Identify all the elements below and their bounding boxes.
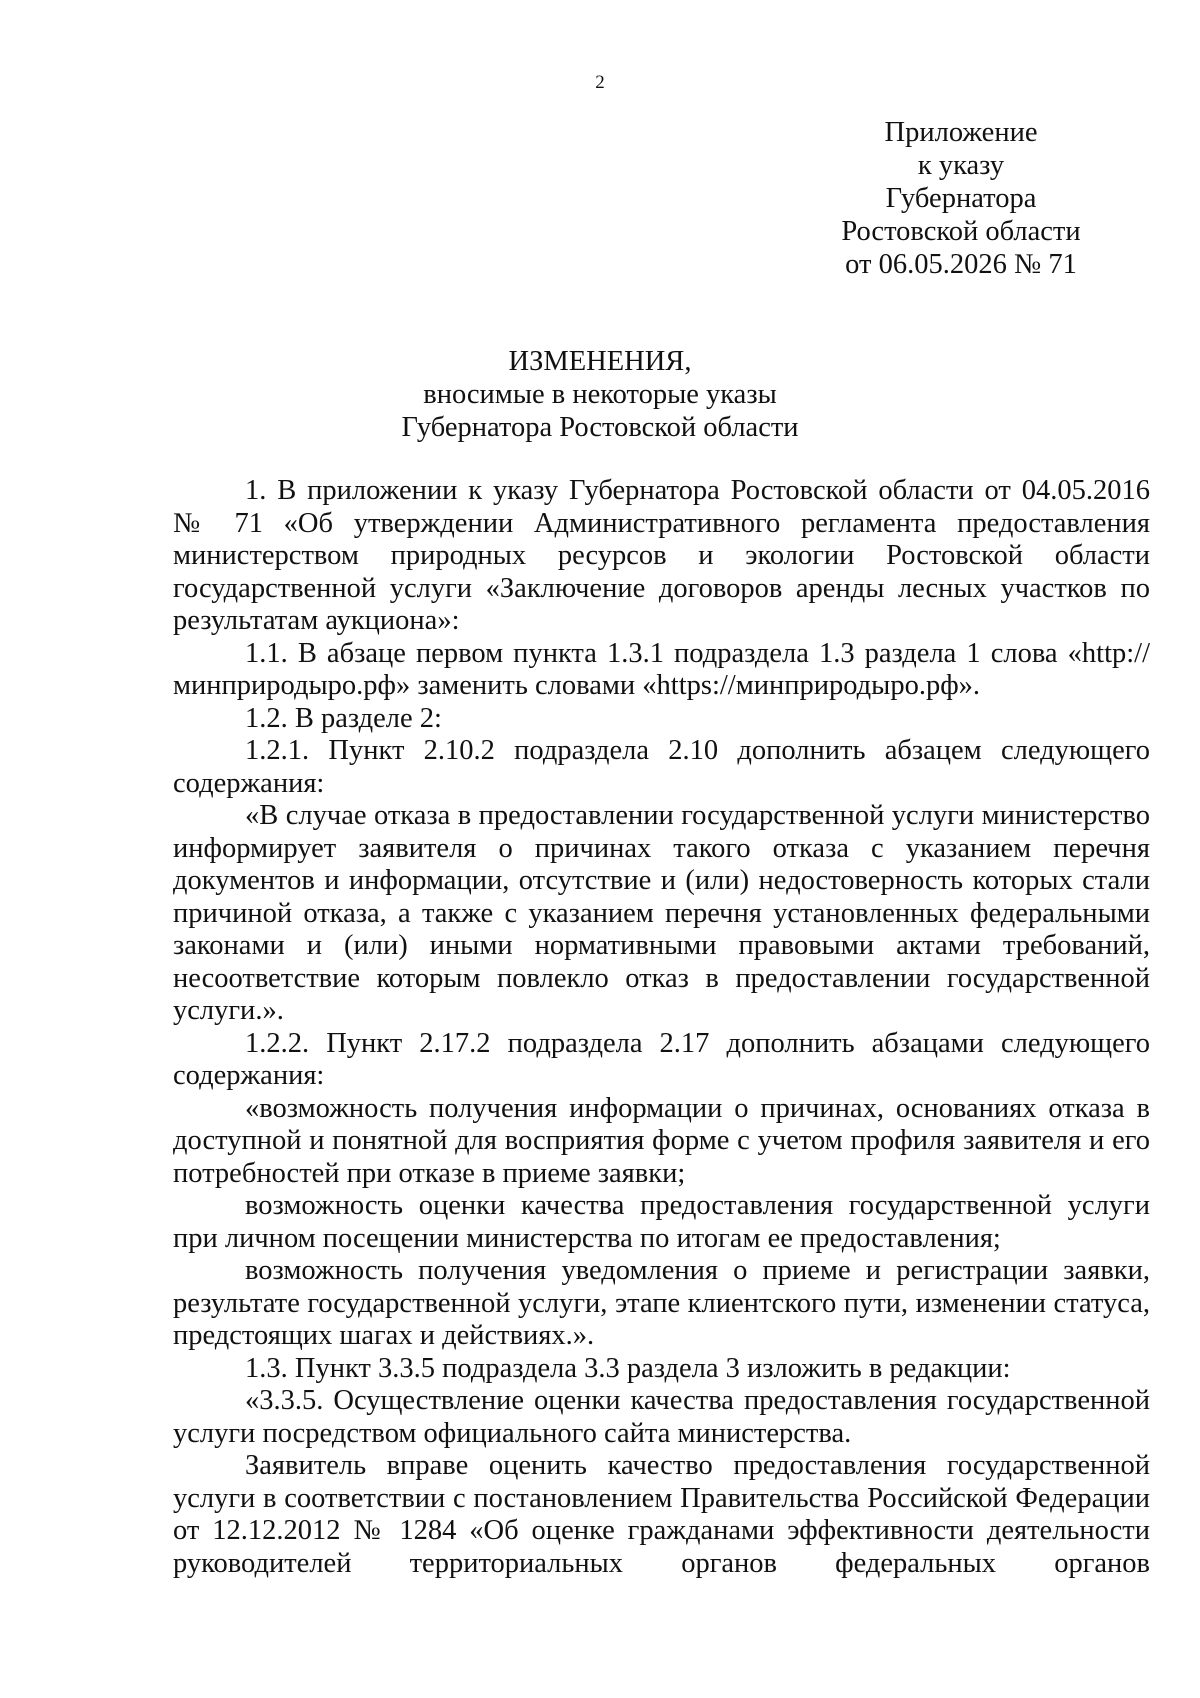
paragraph: «В случае отказа в предоставлении государственной услуги министерство информирует заявителя о причинах такого отказа с указанием перечня документов и информации, отсутствие и (или) недостоверность которых стали причиной отказа, а также с указанием перечня установленных федеральными законами и (или) иными нормативными правовыми актами требований, несоответствие которым повлекло отказ в предоставлении государственной услуги.». [173, 800, 1150, 1026]
paragraph: «3.3.5. Осуществление оценки качества предоставления государственной услуги посредством официального сайта министерства. [173, 1385, 1150, 1449]
appendix-line: Приложение [884, 117, 1038, 148]
paragraph: возможность получения уведомления о приеме и регистрации заявки, результате государственной услуги, этапе клиентского пути, изменении статуса, предстоящих шагах и действиях.». [173, 1255, 1150, 1351]
appendix-line: к указу [917, 150, 1005, 181]
paragraph: 1.2.1. Пункт 2.10.2 подраздела 2.10 дополнить абзацем следующего содержания: [173, 735, 1150, 799]
appendix-block [828, 116, 1094, 281]
page-number: 2 [595, 72, 605, 93]
paragraph: 1.2.2. Пункт 2.17.2 подраздела 2.17 дополнить абзацами следующего содержания: [173, 1027, 1150, 1091]
document-heading [0, 345, 1200, 444]
appendix-line: Ростовской области [841, 216, 1081, 247]
paragraph: 1.2. В разделе 2: [245, 702, 442, 734]
document-body [173, 475, 1150, 1580]
document-title: ИЗМЕНЕНИЯ, [508, 346, 692, 377]
appendix-line: Губернатора [885, 183, 1037, 214]
appendix-line: от 06.05.2026 № 71 [845, 249, 1077, 280]
paragraph: Заявитель вправе оценить качество предоставления государственной услуги в соответствии с постановлением Правительства Российской Федерации от 12.12.2012 № 1284 «Об оценке гражданами эффективности деятельности руководителей территориальных органов федеральных органов [173, 1450, 1150, 1579]
paragraph: 1.1. В абзаце первом пункта 1.3.1 подраздела 1.3 раздела 1 слова «http://минприродыро.рф» заменить словами «https://минприродыро.рф». [173, 637, 1150, 701]
paragraph: «возможность получения информации о причинах, основаниях отказа в доступной и понятной для восприятия форме с учетом профиля заявителя и его потребностей при отказе в приеме заявки; [173, 1092, 1150, 1189]
document-subtitle: Губернатора Ростовской области [401, 412, 799, 443]
paragraph: 1.3. Пункт 3.3.5 подраздела 3.3 раздела 3 изложить в редакции: [245, 1352, 1011, 1384]
paragraph: возможность оценки качества предоставления государственной услуги при личном посещении министерства по итогам ее предоставления; [173, 1190, 1150, 1254]
document-subtitle: вносимые в некоторые указы [423, 379, 777, 410]
paragraph: 1. В приложении к указу Губернатора Ростовской области от 04.05.2016 № 71 «Об утверждении Административного регламента предоставления министерством природных ресурсов и экологии Ростовской области государственной услуги «Заключение договоров аренды лесных участков по результатам аукциона»: [173, 475, 1150, 636]
